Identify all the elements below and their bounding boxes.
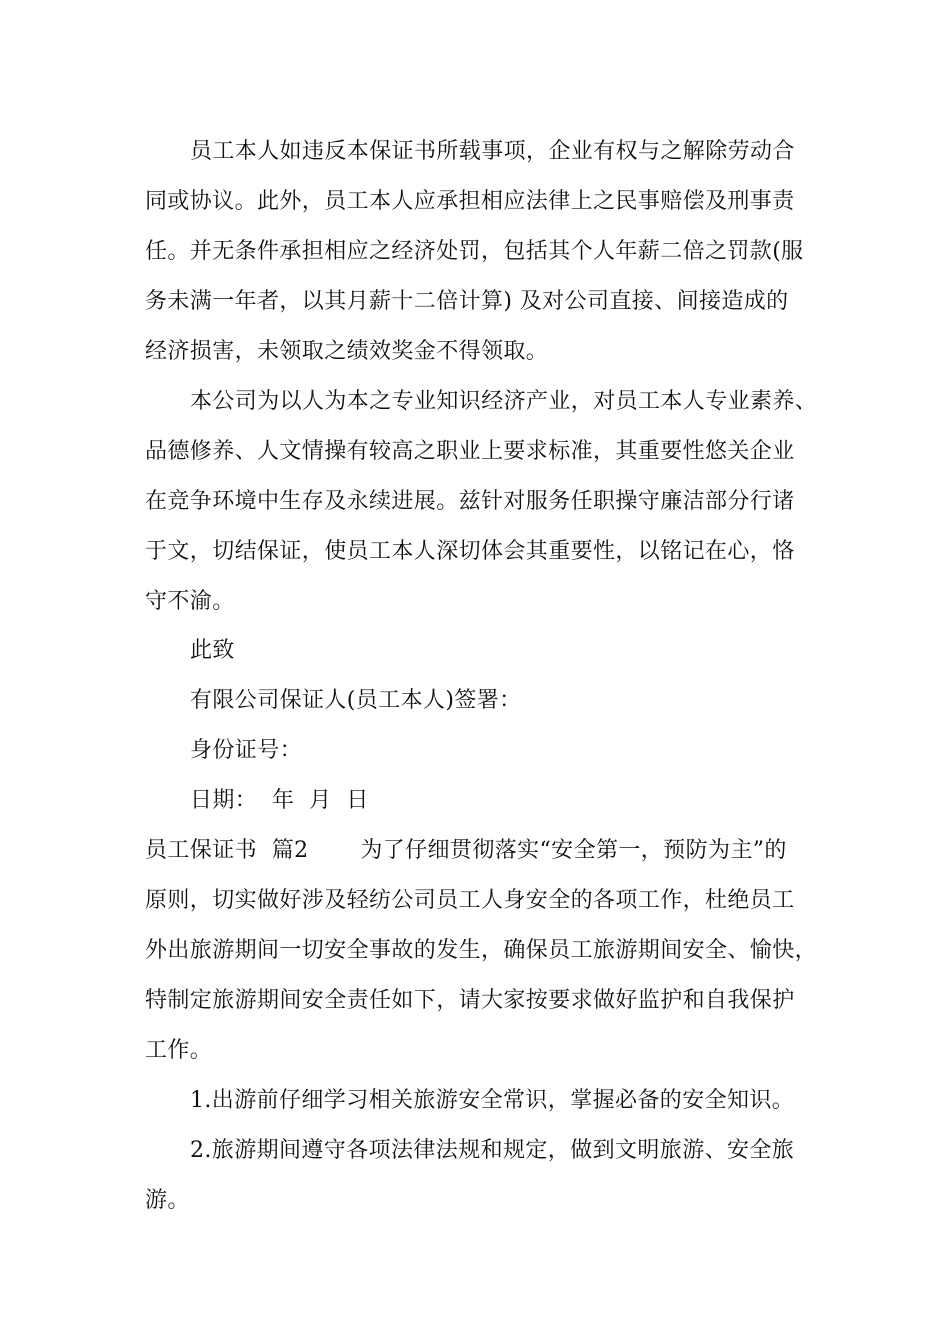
paragraph-2-line-5: 守不渝。: [145, 589, 235, 614]
paragraph-1-line-3: 任。并无条件承担相应之经济处罚，包括其个人年薪二倍之罚款(服: [145, 239, 804, 264]
signature-line: 有限公司保证人(员工本人)签署：: [190, 688, 522, 713]
list-item-2-line-1: 2.旅游期间遵守各项法律法规和规定，做到文明旅游、安全旅: [190, 1138, 795, 1163]
closing-salutation: 此致: [190, 638, 235, 663]
date-line: 日期： 年 月 日: [190, 788, 369, 813]
paragraph-2-line-1: 本公司为以人为本之专业知识经济产业，对员工本人专业素养、: [190, 389, 818, 414]
id-number-line: 身份证号：: [190, 738, 303, 763]
section-2-line-2: 原则，切实做好涉及轻纺公司员工人身安全的各项工作，杜绝员工: [145, 888, 795, 913]
paragraph-2-line-4: 于文，切结保证，使员工本人深切体会其重要性，以铭记在心，恪: [145, 539, 795, 564]
paragraph-1-line-4: 务未满一年者，以其月薪十二倍计算) 及对公司直接、间接造成的: [145, 289, 789, 314]
section-2-line-5: 工作。: [145, 1038, 213, 1063]
section-2-line-3: 外出旅游期间一切安全事故的发生，确保员工旅游期间安全、愉快，: [145, 938, 818, 963]
paragraph-1-line-5: 经济损害，未领取之绩效奖金不得领取。: [145, 339, 549, 364]
paragraph-1-line-1: 员工本人如违反本保证书所载事项，企业有权与之解除劳动合: [190, 139, 795, 164]
paragraph-2-line-3: 在竞争环境中生存及永续进展。兹针对服务任职操守廉洁部分行诸: [145, 489, 795, 514]
list-item-1: 1.出游前仔细学习相关旅游安全常识，掌握必备的安全知识。: [190, 1088, 795, 1113]
paragraph-1-line-2: 同或协议。此外，员工本人应承担相应法律上之民事赔偿及刑事责: [145, 189, 795, 214]
section-2-line-4: 特制定旅游期间安全责任如下，请大家按要求做好监护和自我保护: [145, 988, 795, 1013]
section-2-line-1: 员工保证书 篇2 为了仔细贯彻落实“安全第一，预防为主”的: [145, 838, 787, 863]
paragraph-2-line-2: 品德修养、人文情操有较高之职业上要求标准，其重要性悠关企业: [145, 439, 795, 464]
list-item-2-line-2: 游。: [145, 1188, 190, 1213]
